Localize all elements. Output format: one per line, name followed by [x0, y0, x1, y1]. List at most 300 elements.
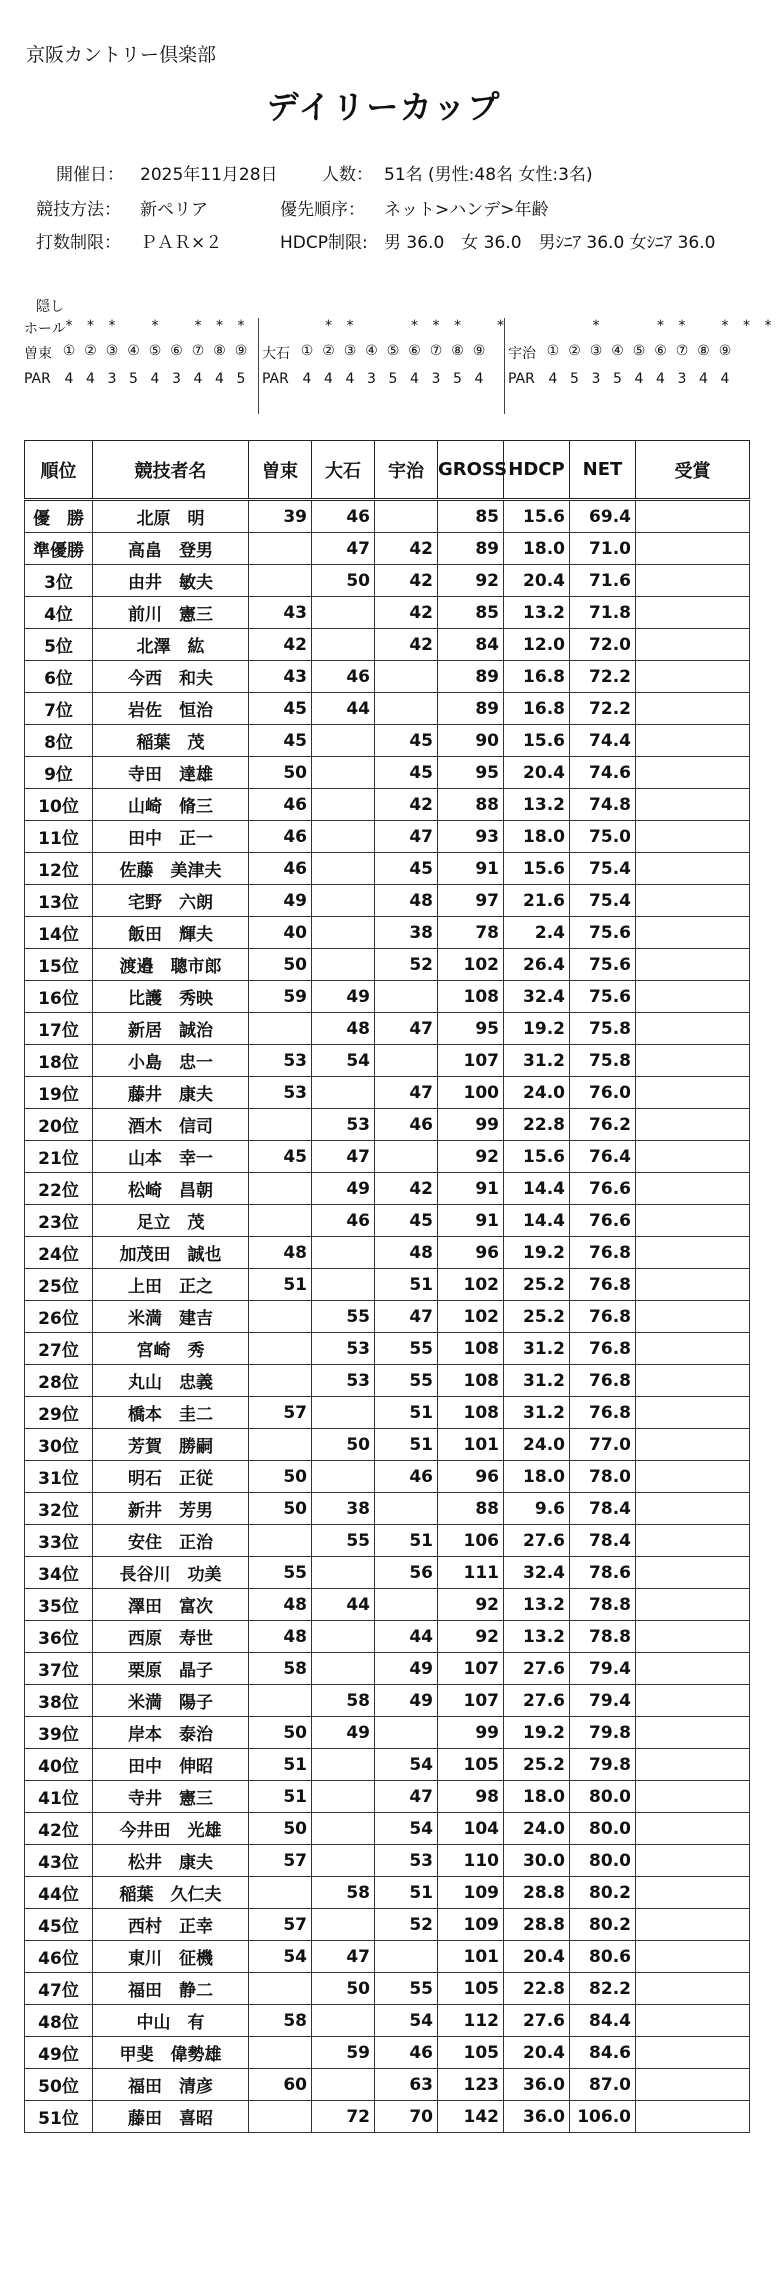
rank-cell: 49位 [25, 2037, 93, 2069]
course2-score-cell [312, 917, 375, 949]
course2-score-cell: 58 [312, 1685, 375, 1717]
course2-score-cell [312, 2069, 375, 2101]
course2-score-cell: 55 [312, 1525, 375, 1557]
hole-number: ⑨ [234, 343, 248, 359]
par-value: 3 [431, 371, 441, 387]
course3-score-cell: 42 [375, 1173, 438, 1205]
hdcp-cell: 15.6 [504, 725, 570, 757]
table-row [25, 757, 750, 789]
hidden-hole-mark: * [346, 318, 354, 334]
table-row [25, 1109, 750, 1141]
award-cell [636, 1141, 750, 1173]
course3-score-cell: 42 [375, 789, 438, 821]
par-value: 4 [474, 371, 484, 387]
course2-score-cell: 50 [312, 565, 375, 597]
table-row [25, 1237, 750, 1269]
gross-cell: 106 [438, 1525, 504, 1557]
hdcp-cell: 14.4 [504, 1173, 570, 1205]
par-value: 5 [453, 371, 462, 387]
course3-score-cell: 48 [375, 885, 438, 917]
course1-score-cell [249, 1013, 312, 1045]
course2-score-cell: 50 [312, 1973, 375, 2005]
player-name-cell: 前川 憲三 [93, 597, 249, 629]
results-table [24, 440, 750, 2133]
rank-cell: 33位 [25, 1525, 93, 1557]
hdcp-cell: 32.4 [504, 1557, 570, 1589]
rank-cell: 29位 [25, 1397, 93, 1429]
award-cell [636, 789, 750, 821]
limit-value: ＰＡＲ×２ [140, 233, 223, 253]
course1-score-cell: 49 [249, 885, 312, 917]
hidden-hole-mark: * [497, 318, 504, 334]
award-cell [636, 1109, 750, 1141]
course3-score-cell: 42 [375, 565, 438, 597]
hole-number: ② [568, 343, 581, 359]
course1-score-cell [249, 1973, 312, 2005]
gross-cell: 102 [438, 949, 504, 981]
course3-score-cell: 49 [375, 1685, 438, 1717]
player-name-cell: 中山 有 [93, 2005, 249, 2037]
net-cell: 76.8 [570, 1301, 636, 1333]
course2-score-cell: 47 [312, 1141, 375, 1173]
hole-number: ③ [589, 343, 603, 359]
award-cell [636, 1173, 750, 1205]
gross-cell: 112 [438, 2005, 504, 2037]
net-cell: 72.0 [570, 629, 636, 661]
hdcp-cell: 25.2 [504, 1749, 570, 1781]
table-row [25, 533, 750, 565]
table-row [25, 885, 750, 917]
gross-cell: 85 [438, 597, 504, 629]
method-label: 競技方法： [36, 200, 121, 220]
table-row [25, 1269, 750, 1301]
table-row [25, 1557, 750, 1589]
hdcp-cell: 24.0 [504, 1077, 570, 1109]
player-name-cell: 米満 建吉 [93, 1301, 249, 1333]
hole-number: ③ [343, 343, 357, 359]
net-cell: 75.8 [570, 1045, 636, 1077]
table-row [25, 2005, 750, 2037]
course2-score-cell [312, 2005, 375, 2037]
player-name-cell: 松井 康夫 [93, 1845, 249, 1877]
course1-score-cell [249, 1365, 312, 1397]
player-name-cell: 稲葉 茂 [93, 725, 249, 757]
hdcp-cell: 25.2 [504, 1301, 570, 1333]
course3-score-cell: 63 [375, 2069, 438, 2101]
course3-score-cell: 47 [375, 1301, 438, 1333]
rank-cell: 45位 [25, 1909, 93, 1941]
course3-score-cell [375, 661, 438, 693]
par-value: 4 [150, 371, 160, 387]
award-cell [636, 1429, 750, 1461]
rank-cell: 36位 [25, 1621, 93, 1653]
par-label: PAR [24, 371, 51, 387]
rank-cell: 14位 [25, 917, 93, 949]
hole-number: ⑧ [213, 343, 226, 359]
course2-score-cell [312, 1845, 375, 1877]
net-cell: 76.8 [570, 1269, 636, 1301]
course1-score-cell: 45 [249, 693, 312, 725]
award-cell [636, 1237, 750, 1269]
course3-score-cell: 54 [375, 1813, 438, 1845]
par-value: 4 [699, 371, 708, 387]
hdcp-cell: 13.2 [504, 789, 570, 821]
rank-cell: 19位 [25, 1077, 93, 1109]
hdcp-cell: 31.2 [504, 1365, 570, 1397]
rank-cell: 28位 [25, 1365, 93, 1397]
award-cell [636, 1589, 750, 1621]
player-name-cell: 福田 静二 [93, 1973, 249, 2005]
hidden-hole-mark: * [325, 318, 332, 334]
gross-cell: 95 [438, 757, 504, 789]
course1-score-cell [249, 1877, 312, 1909]
player-name-cell: 東川 征機 [93, 1941, 249, 1973]
gross-cell: 96 [438, 1461, 504, 1493]
player-name-cell: 宅野 六朗 [93, 885, 249, 917]
page-title: デイリーカップ [266, 88, 502, 126]
course2-score-cell [312, 821, 375, 853]
table-row [25, 1813, 750, 1845]
table-row [25, 1141, 750, 1173]
course1-score-cell: 57 [249, 1845, 312, 1877]
hdcp-cell: 32.4 [504, 981, 570, 1013]
rank-cell: 15位 [25, 949, 93, 981]
table-row [25, 2101, 750, 2133]
gross-cell: 99 [438, 1109, 504, 1141]
hdcp-cell: 18.0 [504, 533, 570, 565]
award-cell [636, 1461, 750, 1493]
gross-cell: 108 [438, 981, 504, 1013]
hdcp-cell: 21.6 [504, 885, 570, 917]
par-value: 5 [613, 371, 622, 387]
hole-number: ① [546, 343, 560, 359]
course1-score-cell: 50 [249, 1493, 312, 1525]
net-cell: 79.4 [570, 1685, 636, 1717]
hdcp-cell: 20.4 [504, 1941, 570, 1973]
hdcp-cell: 2.4 [504, 917, 570, 949]
course1-score-cell: 51 [249, 1749, 312, 1781]
par-value: 3 [677, 371, 687, 387]
hdcp-cell: 36.0 [504, 2069, 570, 2101]
table-row [25, 949, 750, 981]
course1-score-cell: 45 [249, 1141, 312, 1173]
net-cell: 80.0 [570, 1845, 636, 1877]
hidden-hole-mark: * [657, 318, 664, 334]
course-name: 曽束 [24, 346, 52, 362]
gross-cell: 92 [438, 1621, 504, 1653]
award-cell [636, 1205, 750, 1237]
player-name-cell: 米満 陽子 [93, 1685, 249, 1717]
net-cell: 79.8 [570, 1749, 636, 1781]
award-cell [636, 597, 750, 629]
hole-number: ① [62, 343, 76, 359]
net-cell: 76.8 [570, 1333, 636, 1365]
course3-score-cell: 51 [375, 1397, 438, 1429]
player-name-cell: 寺田 達雄 [93, 757, 249, 789]
rank-cell: 17位 [25, 1013, 93, 1045]
course1-score-cell: 57 [249, 1909, 312, 1941]
player-name-cell: 北原 明 [93, 500, 249, 533]
hdcp-cell: 13.2 [504, 597, 570, 629]
course1-score-cell: 42 [249, 629, 312, 661]
course2-score-cell: 49 [312, 1717, 375, 1749]
gross-cell: 88 [438, 1493, 504, 1525]
rank-cell: 42位 [25, 1813, 93, 1845]
table-row [25, 629, 750, 661]
net-cell: 80.6 [570, 1941, 636, 1973]
player-name-cell: 長谷川 功美 [93, 1557, 249, 1589]
gross-cell: 89 [438, 533, 504, 565]
course2-score-cell [312, 757, 375, 789]
gross-cell: 107 [438, 1653, 504, 1685]
course2-score-cell [312, 949, 375, 981]
table-row [25, 597, 750, 629]
table-row [25, 1685, 750, 1717]
course3-score-cell: 55 [375, 1973, 438, 2005]
award-cell [636, 1877, 750, 1909]
net-cell: 72.2 [570, 661, 636, 693]
rank-cell: 11位 [25, 821, 93, 853]
table-row [25, 1397, 750, 1429]
hdcp-cell: 27.6 [504, 2005, 570, 2037]
course1-score-cell: 50 [249, 1717, 312, 1749]
net-cell: 71.8 [570, 597, 636, 629]
net-cell: 87.0 [570, 2069, 636, 2101]
net-cell: 76.2 [570, 1109, 636, 1141]
gross-cell: 90 [438, 725, 504, 757]
award-cell [636, 565, 750, 597]
gross-cell: 109 [438, 1909, 504, 1941]
award-cell [636, 1813, 750, 1845]
hidden-hole-mark: * [216, 318, 223, 334]
course3-score-cell: 55 [375, 1365, 438, 1397]
course3-score-cell: 42 [375, 533, 438, 565]
course1-score-cell: 58 [249, 2005, 312, 2037]
table-row [25, 981, 750, 1013]
award-cell [636, 917, 750, 949]
hidden-hole-mark: * [194, 318, 202, 334]
course2-score-cell: 46 [312, 661, 375, 693]
course3-score-cell: 54 [375, 1749, 438, 1781]
course1-score-cell [249, 1525, 312, 1557]
gross-cell: 102 [438, 1269, 504, 1301]
hole-number: ⑥ [170, 343, 183, 359]
date-label: 開催日： [56, 165, 124, 185]
table-row [25, 1717, 750, 1749]
course2-score-cell: 72 [312, 2101, 375, 2133]
course1-score-cell [249, 565, 312, 597]
gross-cell: 111 [438, 1557, 504, 1589]
course2-score-cell: 38 [312, 1493, 375, 1525]
table-row [25, 821, 750, 853]
hdcp-limit-label: HDCP制限: [280, 233, 368, 253]
course3-score-cell: 53 [375, 1845, 438, 1877]
par-value: 4 [193, 371, 203, 387]
course3-score-cell: 38 [375, 917, 438, 949]
player-name-cell: 渡邉 聰市郎 [93, 949, 249, 981]
col-hdcp-header: HDCP [504, 441, 570, 500]
gross-cell: 93 [438, 821, 504, 853]
course2-score-cell: 53 [312, 1333, 375, 1365]
hole-number: ⑤ [148, 343, 162, 359]
net-cell: 79.8 [570, 1717, 636, 1749]
course1-score-cell: 50 [249, 757, 312, 789]
course1-score-cell: 39 [249, 500, 312, 533]
hole-number: ⑧ [451, 343, 464, 359]
table-row [25, 1909, 750, 1941]
award-cell [636, 1941, 750, 1973]
hdcp-cell: 22.8 [504, 1109, 570, 1141]
net-cell: 74.8 [570, 789, 636, 821]
gross-cell: 88 [438, 789, 504, 821]
course2-score-cell: 58 [312, 1877, 375, 1909]
award-cell [636, 1269, 750, 1301]
course1-score-cell: 59 [249, 981, 312, 1013]
player-name-cell: 安住 正治 [93, 1525, 249, 1557]
net-cell: 75.6 [570, 949, 636, 981]
hdcp-cell: 31.2 [504, 1333, 570, 1365]
course1-score-cell: 46 [249, 853, 312, 885]
net-cell: 75.4 [570, 885, 636, 917]
players-value: 51名 (男性:48名 女性:3名) [384, 165, 593, 185]
course3-score-cell: 52 [375, 949, 438, 981]
course1-score-cell: 50 [249, 1461, 312, 1493]
course2-score-cell [312, 725, 375, 757]
course3-score-cell: 55 [375, 1333, 438, 1365]
course2-score-cell [312, 1621, 375, 1653]
course1-score-cell: 51 [249, 1269, 312, 1301]
course3-score-cell: 47 [375, 821, 438, 853]
course3-score-cell: 46 [375, 1461, 438, 1493]
rank-cell: 41位 [25, 1781, 93, 1813]
hdcp-cell: 19.2 [504, 1013, 570, 1045]
table-row [25, 1845, 750, 1877]
net-cell: 75.8 [570, 1013, 636, 1045]
net-cell: 76.6 [570, 1205, 636, 1237]
course3-score-cell [375, 1589, 438, 1621]
hdcp-cell: 28.8 [504, 1877, 570, 1909]
player-name-cell: 田中 伸昭 [93, 1749, 249, 1781]
par-value: 5 [388, 371, 398, 387]
rank-cell: 21位 [25, 1141, 93, 1173]
award-cell [636, 1621, 750, 1653]
hdcp-cell: 30.0 [504, 1845, 570, 1877]
gross-cell: 92 [438, 1141, 504, 1173]
course1-score-cell: 48 [249, 1589, 312, 1621]
rank-cell: 26位 [25, 1301, 93, 1333]
gross-cell: 101 [438, 1429, 504, 1461]
table-row [25, 2037, 750, 2069]
par-value: 4 [410, 371, 419, 387]
hdcp-cell: 31.2 [504, 1045, 570, 1077]
course-divider [258, 318, 259, 414]
course1-score-cell: 46 [249, 821, 312, 853]
award-cell [636, 2005, 750, 2037]
hole-info [24, 296, 772, 414]
net-cell: 74.6 [570, 757, 636, 789]
player-name-cell: 高畠 登男 [93, 533, 249, 565]
net-cell: 78.4 [570, 1525, 636, 1557]
hole-number: ③ [105, 343, 119, 359]
table-row [25, 2069, 750, 2101]
rank-cell: 25位 [25, 1269, 93, 1301]
player-name-cell: 寺井 憲三 [93, 1781, 249, 1813]
player-name-cell: 田中 正一 [93, 821, 249, 853]
hole-number: ④ [365, 343, 378, 359]
table-row [25, 1973, 750, 2005]
rank-cell: 47位 [25, 1973, 93, 2005]
col-course3-header: 宇治 [375, 441, 438, 500]
table-row [25, 1621, 750, 1653]
rank-cell: 31位 [25, 1461, 93, 1493]
player-name-cell: 松崎 昌朝 [93, 1173, 249, 1205]
course3-score-cell: 46 [375, 2037, 438, 2069]
gross-cell: 98 [438, 1781, 504, 1813]
col-course1-header: 曽束 [249, 441, 312, 500]
hdcp-cell: 14.4 [504, 1205, 570, 1237]
course1-score-cell: 51 [249, 1781, 312, 1813]
table-row [25, 1173, 750, 1205]
rank-cell: 50位 [25, 2069, 93, 2101]
course3-score-cell: 47 [375, 1077, 438, 1109]
gross-cell: 85 [438, 500, 504, 533]
course2-score-cell: 46 [312, 500, 375, 533]
course2-score-cell [312, 1461, 375, 1493]
award-cell [636, 1493, 750, 1525]
course2-score-cell [312, 789, 375, 821]
hdcp-cell: 15.6 [504, 853, 570, 885]
course3-score-cell: 45 [375, 725, 438, 757]
player-name-cell: 酒木 信司 [93, 1109, 249, 1141]
gross-cell: 92 [438, 1589, 504, 1621]
table-row [25, 1429, 750, 1461]
table-row [25, 565, 750, 597]
course2-score-cell: 44 [312, 693, 375, 725]
rank-cell: 準優勝 [25, 533, 93, 565]
hole-number: ⑥ [408, 343, 421, 359]
rank-cell: 4位 [25, 597, 93, 629]
course2-score-cell: 46 [312, 1205, 375, 1237]
net-cell: 78.8 [570, 1621, 636, 1653]
rank-cell: 6位 [25, 661, 93, 693]
par-value: 3 [107, 371, 117, 387]
priority-label: 優先順序： [280, 200, 365, 220]
course3-score-cell: 51 [375, 1269, 438, 1301]
hidden-hole-mark: * [65, 318, 73, 334]
award-cell [636, 1653, 750, 1685]
table-row [25, 1301, 750, 1333]
net-cell: 69.4 [570, 500, 636, 533]
gross-cell: 142 [438, 2101, 504, 2133]
hdcp-cell: 25.2 [504, 1269, 570, 1301]
par-value: 4 [345, 371, 355, 387]
award-cell [636, 1781, 750, 1813]
course3-score-cell [375, 500, 438, 533]
hole-number: ⑧ [697, 343, 710, 359]
course1-score-cell: 48 [249, 1621, 312, 1653]
table-row [25, 1045, 750, 1077]
table-row [25, 1781, 750, 1813]
course1-score-cell: 50 [249, 949, 312, 981]
rank-cell: 8位 [25, 725, 93, 757]
player-name-cell: 藤井 康夫 [93, 1077, 249, 1109]
course1-score-cell: 45 [249, 725, 312, 757]
course1-score-cell: 50 [249, 1813, 312, 1845]
table-row [25, 725, 750, 757]
par-value: 4 [86, 371, 95, 387]
rank-cell: 32位 [25, 1493, 93, 1525]
award-cell [636, 725, 750, 757]
